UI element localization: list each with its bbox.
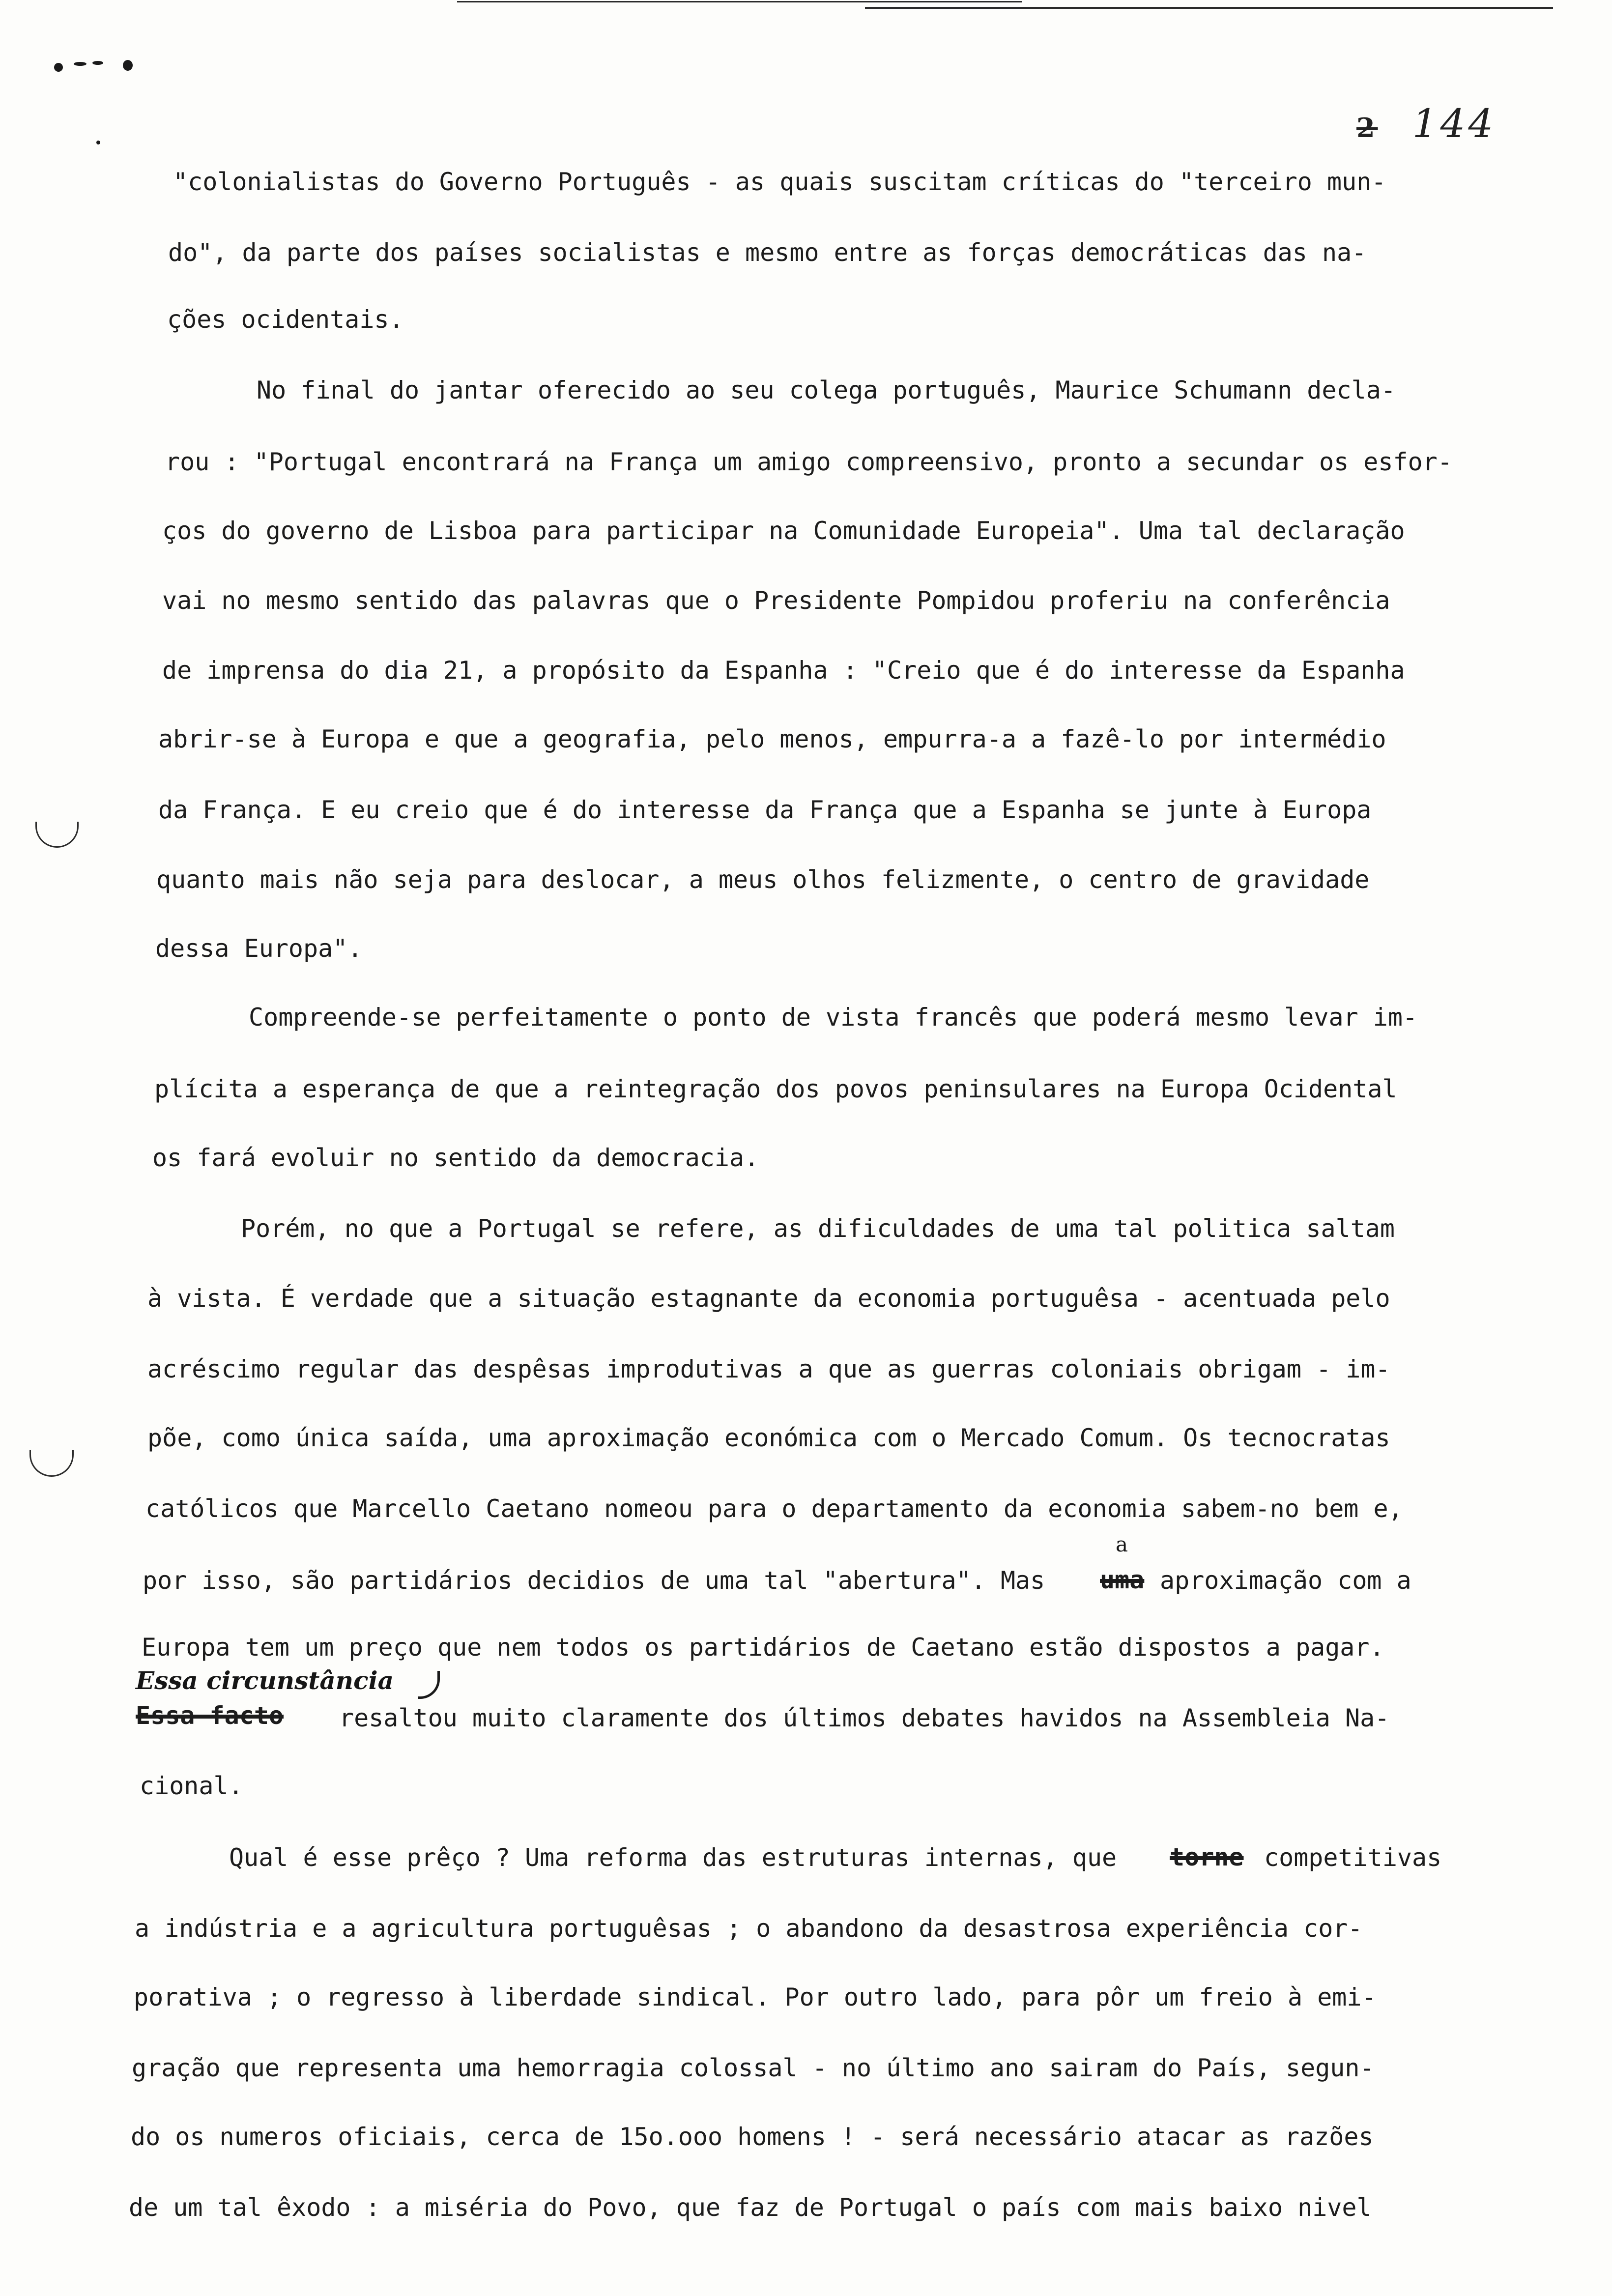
text-line: católicos que Marcello Caetano nomeou para o departamento da economia sabem-no bem e, xyxy=(145,1494,1403,1523)
text-line: vai no mesmo sentido das palavras que o Presidente Pompidou proferiu na conferência xyxy=(162,586,1390,615)
text-line: do", da parte dos países socialistas e mesmo entre as forças democráticas das na- xyxy=(168,238,1367,267)
text-line: gração que representa uma hemorragia colossal - no último ano sairam do País, segun- xyxy=(132,2054,1375,2082)
text-line: a indústria e a agricultura portuguêsas ; o abandono da desastrosa experiência cor- xyxy=(135,1914,1363,1943)
ink-mark xyxy=(96,141,100,144)
text-line: quanto mais não seja para deslocar, a meus olhos felizmente, o centro de gravidade xyxy=(156,865,1370,894)
ink-mark xyxy=(54,63,63,72)
text-line: abrir-se à Europa e que a geografia, pelo menos, empurra-a a fazê-lo por intermédio xyxy=(158,725,1386,753)
text-line: acréscimo regular das despêsas improdutivas a que as guerras coloniais obrigam - im- xyxy=(147,1355,1390,1383)
text-line: de imprensa do dia 21, a propósito da Espanha : "Creio que é do interesse da Espanha xyxy=(162,656,1405,685)
text-line: põe, como única saída, uma aproximação económica com o Mercado Comum. Os tecnocratas xyxy=(147,1424,1390,1452)
text-line: à vista. É verdade que a situação estagnante da economia portuguêsa - acentuada pelo xyxy=(147,1284,1390,1313)
text-line: Compreende-se perfeitamente o ponto de vista francês que poderá mesmo levar im- xyxy=(249,1003,1418,1032)
text-line: de um tal êxodo : a miséria do Povo, que faz de Portugal o país com mais baixo nivel xyxy=(129,2193,1372,2222)
insertion-bracket xyxy=(418,1671,440,1699)
handwritten-insertion: Essa circunstância xyxy=(136,1666,394,1695)
text-line: competitivas xyxy=(1264,1843,1442,1872)
page-number xyxy=(1356,101,1496,146)
ink-mark xyxy=(74,62,86,66)
text-line: Porém, no que a Portugal se refere, as dificuldades de uma tal politica saltam xyxy=(241,1214,1395,1243)
text-line: Europa tem um preço que nem todos os partidários de Caetano estão dispostos a pagar. xyxy=(142,1633,1384,1662)
text-line: resaltou muito claramente dos últimos debates havidos na Assembleia Na- xyxy=(339,1704,1390,1732)
struck-word: uma xyxy=(1100,1566,1145,1594)
text-line: por isso, são partidários decidios de uma tal "abertura". Mas xyxy=(143,1566,1045,1595)
scan-edge-line xyxy=(457,1,1022,2)
punch-hole-mark xyxy=(29,1450,74,1477)
struck-phrase: Essa facto xyxy=(136,1701,284,1730)
struck-word: torne xyxy=(1170,1843,1244,1871)
text-line: No final do jantar oferecido ao seu colega português, Maurice Schumann decla- xyxy=(257,376,1396,404)
text-line: do os numeros oficiais, cerca de 15o.ooo homens ! - será necessário atacar as razões xyxy=(131,2123,1374,2151)
scan-edge-line xyxy=(865,7,1553,9)
text-line: Qual é esse prêço ? Uma reforma das estruturas internas, que xyxy=(229,1843,1117,1872)
handwritten-page-number: 144 xyxy=(1412,101,1497,146)
text-line: da França. E eu creio que é do interesse da França que a Espanha se junte à Europa xyxy=(158,796,1372,824)
text-line: aproximação com a xyxy=(1160,1566,1411,1595)
text-line: cional. xyxy=(140,1772,243,1800)
handwritten-insertion: a xyxy=(1116,1532,1128,1556)
struck-page-digit: 2 xyxy=(1356,112,1378,144)
ink-mark xyxy=(92,61,103,65)
ink-mark xyxy=(123,60,133,71)
text-line: ções ocidentais. xyxy=(167,305,404,334)
text-line: rou : "Portugal encontrará na França um amigo compreensivo, pronto a secundar os esfor- xyxy=(165,448,1452,476)
text-line: os fará evoluir no sentido da democracia. xyxy=(152,1144,759,1172)
text-line: ços do governo de Lisboa para participar na Comunidade Europeia". Uma tal declaração xyxy=(162,517,1405,545)
punch-hole-mark xyxy=(35,822,79,848)
text-line: dessa Europa". xyxy=(155,934,363,963)
text-line: plícita a esperança de que a reintegração dos povos peninsulares na Europa Ocidental xyxy=(154,1075,1397,1103)
text-line: "colonialistas do Governo Português - as quais suscitam críticas do "terceiro mun- xyxy=(173,168,1386,196)
text-line: porativa ; o regresso à liberdade sindical. Por outro lado, para pôr um freio à emi- xyxy=(134,1983,1377,2011)
